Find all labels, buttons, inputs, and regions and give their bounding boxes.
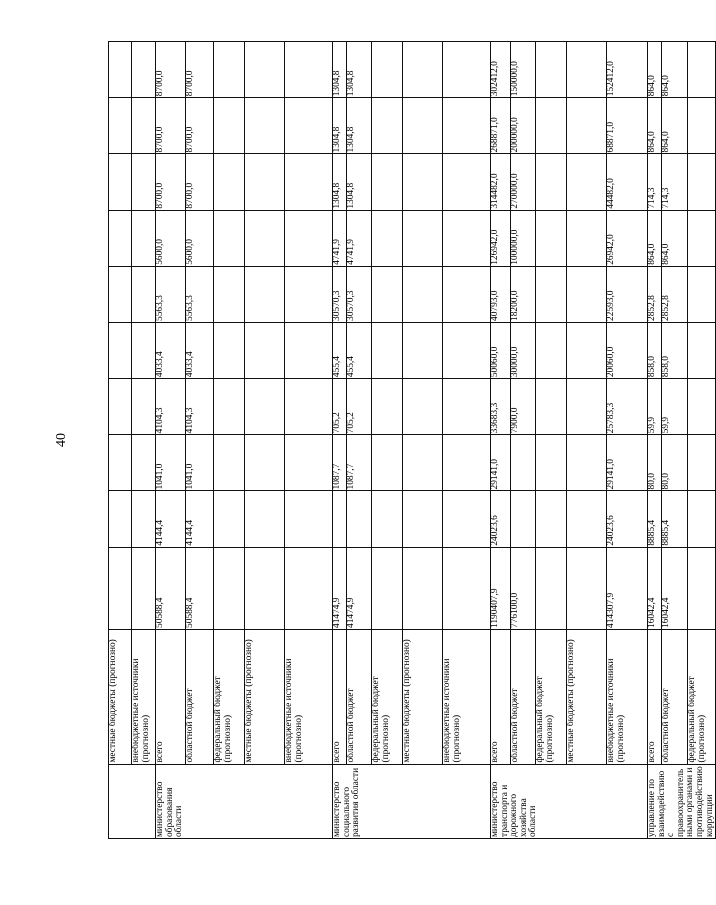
value-cell bbox=[443, 42, 491, 98]
value-cell bbox=[372, 42, 403, 98]
value-cell bbox=[372, 379, 403, 435]
funding-source-cell: внебюджетные источники (прогнозно) bbox=[443, 629, 491, 764]
value-cell bbox=[688, 42, 716, 98]
value-cell bbox=[245, 98, 285, 154]
value-cell bbox=[132, 98, 156, 154]
value-cell bbox=[372, 322, 403, 378]
table-row bbox=[285, 42, 333, 839]
value-cell bbox=[443, 379, 491, 435]
table-row bbox=[245, 42, 285, 839]
value-cell bbox=[109, 435, 132, 491]
page-number: 40 bbox=[54, 433, 69, 447]
value-cell bbox=[688, 491, 716, 547]
value-cell: 1304,8 bbox=[347, 154, 372, 210]
value-cell bbox=[333, 491, 347, 547]
value-cell bbox=[372, 98, 403, 154]
value-cell: 30570,3 bbox=[347, 266, 372, 322]
value-cell bbox=[214, 154, 245, 210]
value-cell: 1087,7 bbox=[333, 435, 347, 491]
value-cell: 16042,4 bbox=[648, 547, 662, 629]
funding-source-cell: федеральный бюджет (прогнозно) bbox=[688, 629, 716, 764]
value-cell bbox=[132, 379, 156, 435]
value-cell: 152412,0 bbox=[607, 42, 648, 98]
funding-source-cell: местные бюджеты (прогнозно) bbox=[567, 629, 607, 764]
value-cell bbox=[109, 210, 132, 266]
value-cell bbox=[132, 435, 156, 491]
value-cell: 1304,8 bbox=[333, 98, 347, 154]
value-cell bbox=[109, 266, 132, 322]
value-cell: 714,3 bbox=[661, 154, 688, 210]
value-cell: 8700,0 bbox=[186, 98, 214, 154]
value-cell: 8700,0 bbox=[186, 154, 214, 210]
table-row bbox=[214, 42, 245, 839]
value-cell: 1304,8 bbox=[333, 154, 347, 210]
value-cell bbox=[214, 266, 245, 322]
rotated-table-container bbox=[108, 41, 715, 839]
value-cell bbox=[372, 154, 403, 210]
value-cell: 1304,8 bbox=[347, 98, 372, 154]
organization-cell: министерство образования области bbox=[156, 764, 333, 838]
value-cell: 8885,4 bbox=[661, 491, 688, 547]
value-cell bbox=[285, 547, 333, 629]
value-cell: 126942,0 bbox=[491, 210, 511, 266]
value-cell bbox=[567, 379, 607, 435]
value-cell: 59,9 bbox=[661, 379, 688, 435]
value-cell bbox=[245, 266, 285, 322]
organization-cell: министерство социального развития области bbox=[333, 764, 491, 838]
value-cell bbox=[688, 435, 716, 491]
value-cell: 455,4 bbox=[347, 322, 372, 378]
value-cell: 864,0 bbox=[661, 98, 688, 154]
value-cell bbox=[347, 491, 372, 547]
value-cell bbox=[285, 435, 333, 491]
value-cell bbox=[132, 491, 156, 547]
value-cell bbox=[285, 379, 333, 435]
value-cell bbox=[132, 322, 156, 378]
value-cell: 4144,4 bbox=[156, 491, 186, 547]
organization-cell: управление по взаимодействию с правоохранительными органами и противодействию коррупции bbox=[648, 764, 716, 838]
value-cell bbox=[109, 491, 132, 547]
value-cell: 8700,0 bbox=[186, 42, 214, 98]
funding-source-cell: внебюджетные источники (прогнозно) bbox=[132, 629, 156, 764]
value-cell bbox=[109, 98, 132, 154]
table-row bbox=[156, 42, 186, 839]
value-cell: 4741,9 bbox=[333, 210, 347, 266]
value-cell: 5600,0 bbox=[156, 210, 186, 266]
value-cell: 1041,0 bbox=[156, 435, 186, 491]
value-cell bbox=[132, 154, 156, 210]
value-cell bbox=[214, 435, 245, 491]
value-cell: 4741,9 bbox=[347, 210, 372, 266]
value-cell bbox=[511, 491, 536, 547]
funding-source-cell: федеральный бюджет (прогнозно) bbox=[214, 629, 245, 764]
value-cell: 864,0 bbox=[661, 42, 688, 98]
table-row bbox=[403, 42, 443, 839]
funding-source-cell: местные бюджеты (прогнозно) bbox=[403, 629, 443, 764]
value-cell bbox=[245, 491, 285, 547]
value-cell: 864,0 bbox=[661, 210, 688, 266]
value-cell: 33683,3 bbox=[491, 379, 511, 435]
value-cell: 80,0 bbox=[648, 435, 662, 491]
value-cell bbox=[214, 491, 245, 547]
table-row bbox=[443, 42, 491, 839]
value-cell: 705,2 bbox=[333, 379, 347, 435]
value-cell bbox=[536, 98, 567, 154]
value-cell bbox=[443, 98, 491, 154]
value-cell: 776100,0 bbox=[511, 547, 536, 629]
value-cell: 858,0 bbox=[661, 322, 688, 378]
value-cell bbox=[403, 210, 443, 266]
value-cell: 80,0 bbox=[661, 435, 688, 491]
value-cell bbox=[403, 491, 443, 547]
value-cell bbox=[443, 210, 491, 266]
funding-source-cell: областной бюджет bbox=[661, 629, 688, 764]
value-cell: 705,2 bbox=[347, 379, 372, 435]
table-row bbox=[109, 42, 132, 839]
value-cell bbox=[443, 266, 491, 322]
value-cell bbox=[214, 379, 245, 435]
value-cell bbox=[372, 435, 403, 491]
value-cell: 8885,4 bbox=[648, 491, 662, 547]
value-cell: 44482,0 bbox=[607, 154, 648, 210]
value-cell: 864,0 bbox=[648, 42, 662, 98]
value-cell: 268871,0 bbox=[491, 98, 511, 154]
value-cell: 7900,0 bbox=[511, 379, 536, 435]
value-cell bbox=[536, 42, 567, 98]
value-cell: 270000,0 bbox=[511, 154, 536, 210]
value-cell bbox=[536, 210, 567, 266]
table-row bbox=[347, 42, 372, 839]
value-cell: 40793,0 bbox=[491, 266, 511, 322]
value-cell: 200000,0 bbox=[511, 98, 536, 154]
funding-source-cell: местные бюджеты (прогнозно) bbox=[245, 629, 285, 764]
value-cell: 22593,0 bbox=[607, 266, 648, 322]
value-cell bbox=[403, 379, 443, 435]
value-cell bbox=[285, 42, 333, 98]
value-cell bbox=[372, 266, 403, 322]
value-cell bbox=[285, 210, 333, 266]
value-cell bbox=[132, 266, 156, 322]
funding-source-cell: внебюджетные источники (прогнозно) bbox=[607, 629, 648, 764]
value-cell bbox=[245, 42, 285, 98]
value-cell bbox=[403, 266, 443, 322]
value-cell bbox=[567, 491, 607, 547]
table-row bbox=[688, 42, 716, 839]
value-cell: 59,9 bbox=[648, 379, 662, 435]
value-cell: 314482,0 bbox=[491, 154, 511, 210]
value-cell bbox=[214, 42, 245, 98]
table-row bbox=[511, 42, 536, 839]
value-cell: 50060,0 bbox=[491, 322, 511, 378]
value-cell: 68871,0 bbox=[607, 98, 648, 154]
value-cell: 864,0 bbox=[648, 98, 662, 154]
funding-source-cell: федеральный бюджет (прогнозно) bbox=[372, 629, 403, 764]
value-cell: 5563,3 bbox=[156, 266, 186, 322]
value-cell bbox=[285, 322, 333, 378]
value-cell bbox=[567, 210, 607, 266]
budget-table bbox=[108, 41, 716, 839]
value-cell: 414307,9 bbox=[607, 547, 648, 629]
value-cell: 150000,0 bbox=[511, 42, 536, 98]
value-cell: 16042,4 bbox=[661, 547, 688, 629]
value-cell: 455,4 bbox=[333, 322, 347, 378]
value-cell: 1041,0 bbox=[186, 435, 214, 491]
value-cell: 4033,4 bbox=[186, 322, 214, 378]
table-row bbox=[648, 42, 662, 839]
value-cell: 100000,0 bbox=[511, 210, 536, 266]
organization-cell: министерство транспорта и дорожного хозяйства области bbox=[491, 764, 648, 838]
value-cell: 1087,7 bbox=[347, 435, 372, 491]
value-cell: 1190407,9 bbox=[491, 547, 511, 629]
value-cell bbox=[109, 154, 132, 210]
value-cell bbox=[214, 547, 245, 629]
table-row bbox=[333, 42, 347, 839]
value-cell: 2852,8 bbox=[648, 266, 662, 322]
value-cell bbox=[245, 322, 285, 378]
funding-source-cell: областной бюджет bbox=[347, 629, 372, 764]
value-cell bbox=[132, 547, 156, 629]
value-cell bbox=[245, 154, 285, 210]
value-cell: 41474,9 bbox=[347, 547, 372, 629]
table-row bbox=[186, 42, 214, 839]
value-cell bbox=[245, 379, 285, 435]
value-cell: 29141,0 bbox=[607, 435, 648, 491]
funding-source-cell: областной бюджет bbox=[186, 629, 214, 764]
value-cell bbox=[443, 491, 491, 547]
value-cell bbox=[372, 547, 403, 629]
value-cell: 4104,3 bbox=[156, 379, 186, 435]
value-cell bbox=[285, 154, 333, 210]
value-cell: 1304,8 bbox=[333, 42, 347, 98]
value-cell bbox=[285, 98, 333, 154]
value-cell: 18200,0 bbox=[511, 266, 536, 322]
value-cell: 858,0 bbox=[648, 322, 662, 378]
funding-source-cell: федеральный бюджет (прогнозно) bbox=[536, 629, 567, 764]
value-cell bbox=[567, 435, 607, 491]
value-cell bbox=[245, 435, 285, 491]
value-cell bbox=[372, 491, 403, 547]
value-cell bbox=[536, 266, 567, 322]
budget-table-body bbox=[109, 42, 716, 839]
value-cell bbox=[536, 547, 567, 629]
organization-cell bbox=[109, 764, 156, 838]
value-cell bbox=[245, 210, 285, 266]
value-cell: 8700,0 bbox=[156, 154, 186, 210]
value-cell bbox=[403, 42, 443, 98]
value-cell: 864,0 bbox=[648, 210, 662, 266]
value-cell bbox=[214, 322, 245, 378]
value-cell bbox=[688, 154, 716, 210]
table-row bbox=[567, 42, 607, 839]
value-cell: 1304,8 bbox=[347, 42, 372, 98]
value-cell: 24023,6 bbox=[491, 491, 511, 547]
value-cell bbox=[688, 379, 716, 435]
value-cell: 302412,0 bbox=[491, 42, 511, 98]
value-cell bbox=[536, 491, 567, 547]
value-cell bbox=[567, 42, 607, 98]
value-cell: 4104,3 bbox=[186, 379, 214, 435]
value-cell bbox=[688, 98, 716, 154]
value-cell bbox=[132, 42, 156, 98]
value-cell bbox=[109, 379, 132, 435]
table-row bbox=[491, 42, 511, 839]
value-cell: 29141,0 bbox=[491, 435, 511, 491]
value-cell: 5563,3 bbox=[186, 266, 214, 322]
value-cell bbox=[567, 322, 607, 378]
funding-source-cell: всего bbox=[156, 629, 186, 764]
value-cell bbox=[536, 322, 567, 378]
value-cell: 4033,4 bbox=[156, 322, 186, 378]
funding-source-cell: всего bbox=[491, 629, 511, 764]
value-cell bbox=[403, 322, 443, 378]
value-cell bbox=[403, 154, 443, 210]
value-cell bbox=[536, 435, 567, 491]
table-row bbox=[536, 42, 567, 839]
value-cell: 8700,0 bbox=[156, 98, 186, 154]
value-cell bbox=[285, 491, 333, 547]
value-cell bbox=[109, 322, 132, 378]
value-cell bbox=[688, 210, 716, 266]
value-cell bbox=[688, 547, 716, 629]
value-cell: 714,3 bbox=[648, 154, 662, 210]
value-cell bbox=[285, 266, 333, 322]
value-cell bbox=[511, 435, 536, 491]
value-cell bbox=[567, 547, 607, 629]
value-cell bbox=[109, 547, 132, 629]
value-cell: 26942,0 bbox=[607, 210, 648, 266]
value-cell bbox=[403, 435, 443, 491]
value-cell bbox=[403, 98, 443, 154]
value-cell bbox=[403, 547, 443, 629]
funding-source-cell: областной бюджет bbox=[511, 629, 536, 764]
value-cell: 20060,0 bbox=[607, 322, 648, 378]
value-cell: 24023,6 bbox=[607, 491, 648, 547]
funding-source-cell: местные бюджеты (прогнозно) bbox=[109, 629, 132, 764]
value-cell: 4144,4 bbox=[186, 491, 214, 547]
value-cell bbox=[688, 322, 716, 378]
value-cell: 30000,0 bbox=[511, 322, 536, 378]
funding-source-cell: всего bbox=[333, 629, 347, 764]
value-cell bbox=[214, 98, 245, 154]
value-cell bbox=[109, 42, 132, 98]
value-cell: 50588,4 bbox=[156, 547, 186, 629]
value-cell: 50588,4 bbox=[186, 547, 214, 629]
value-cell bbox=[536, 154, 567, 210]
value-cell bbox=[372, 210, 403, 266]
table-row bbox=[661, 42, 688, 839]
value-cell: 41474,9 bbox=[333, 547, 347, 629]
value-cell: 5600,0 bbox=[186, 210, 214, 266]
value-cell bbox=[443, 322, 491, 378]
value-cell bbox=[536, 379, 567, 435]
value-cell bbox=[245, 547, 285, 629]
value-cell bbox=[132, 210, 156, 266]
value-cell: 25783,3 bbox=[607, 379, 648, 435]
value-cell bbox=[214, 210, 245, 266]
value-cell: 8700,0 bbox=[156, 42, 186, 98]
value-cell bbox=[567, 98, 607, 154]
value-cell bbox=[443, 547, 491, 629]
funding-source-cell: всего bbox=[648, 629, 662, 764]
value-cell: 30570,3 bbox=[333, 266, 347, 322]
value-cell bbox=[567, 266, 607, 322]
value-cell bbox=[443, 435, 491, 491]
table-row bbox=[607, 42, 648, 839]
funding-source-cell: внебюджетные источники (прогнозно) bbox=[285, 629, 333, 764]
value-cell bbox=[443, 154, 491, 210]
table-row bbox=[132, 42, 156, 839]
value-cell bbox=[688, 266, 716, 322]
table-row bbox=[372, 42, 403, 839]
value-cell bbox=[567, 154, 607, 210]
value-cell: 2852,8 bbox=[661, 266, 688, 322]
